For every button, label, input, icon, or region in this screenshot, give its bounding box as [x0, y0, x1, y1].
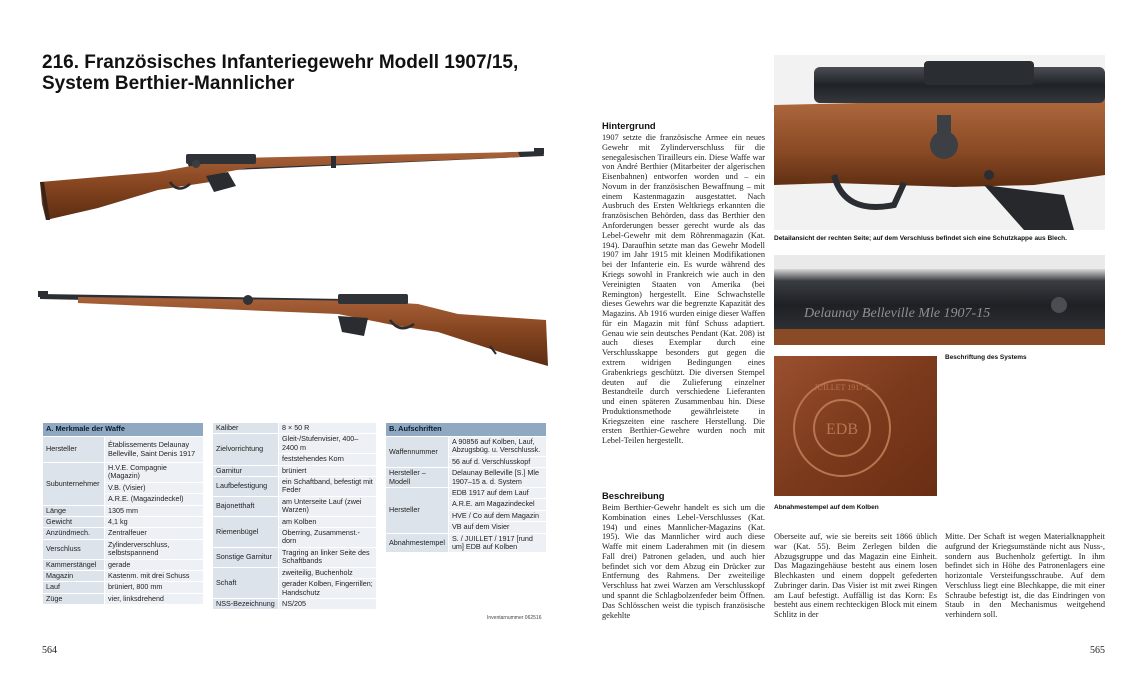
- table-row: Hersteller Établissements Delaunay Belleville, Saint Denis 1917: [43, 437, 204, 463]
- table-row: V.B. (Visier): [43, 482, 204, 493]
- table-row: Lauf brüniert, 800 mm: [43, 582, 204, 593]
- text-hintergrund: 1907 setzte die französische Armee ein neues Gewehr mit Zylinderverschluss für die senegalesischen Tirailleurs ein. Diese Waffe war von André Berthier (Mitarbeiter der algerischen Eisenbahnen) entworfen worden und – ein Novum in der französischen Bewaffnung – mit einem Kastenmagazin ausgestattet. Nach Ausbruch des Ersten Weltkriegs erkannten die französischen Behörden, dass das Berthier den Anforderungen besser gerecht wurde als das Lebel-Gewehr mit dem Röhrenmagazin (Kat. 194). Daraufhin setzte man das Gewehr Modell 1907 im Jahr 1915 mit kleinen Modifikationen bei der Infanterie ein. Es wurde während des Kriegs sowohl in Frankreich wie auch in den Vereinigten Staaten von Amerika (bei Remington) hergestellt. Eine Schwachstelle dieses Gewehrs war die begrenzte Kapazität des Magazins. Ab 1916 wurden einige dieser Waffen für ein Magazin mit fünf Schuss adaptiert. Genau wie sein deutsches Pendant (Kat. 208) ist auch dieses Exemplar durch eine Verschlusskappe besonders gut gegen die extrem widrigen Bedingungen eines Grabenkriegs geschützt. Die diversen Stempel deuten auf die Zulieferung einzelner Bestandteile durch verschiedene Lieferanten und einen späteren Zusammenbau hin. Diese Produktionsmethode gewährleistete in Kriegszeiten eine raschere Herstellung. Die ersten Berthier-Gewehre wurden noch mit Lebel-Teilen hergestellt.: [602, 133, 765, 446]
- table-row: Anzündmech. Zentralfeuer: [43, 528, 204, 539]
- table-inscriptions-heading: B. Aufschriften: [386, 423, 547, 437]
- text-beschreibung-col1: Beim Berthier-Gewehr handelt es sich um die Kombination eines Lebel-Verschlusses (Kat. 194) und eines Mannlicher-Magazins (Kat. 195). Wie das Mannlicher wird auch diese Waffe mit einem Laderahmen mit (in diesem Fall drei) Patronen geladen, und auch hier befindet sich vor dem Abzug ein Drücker zur Entfernung des Rahmens. Der zweiteilige Verschluss hat zwei Warzen am Verschlusskopf und spannt die Schlagbolzenfeder beim Öffnen. Das Schlösschen weist die typisch französische gekehlte: [602, 503, 765, 620]
- table-row: VB auf dem Visier: [386, 522, 547, 533]
- table-row: Garnitur brüniert: [213, 465, 377, 476]
- table-row: Sonstige Garnitur Tragring an linker Seite des Schaftbands: [213, 547, 377, 567]
- table-row: Abnahmestempel S. / JUILLET / 1917 [rund um] EDB auf Kolben: [386, 533, 547, 553]
- photo-system-marking: [774, 255, 1105, 345]
- page-title: 216. Französisches Infanteriegewehr Modell 1907/15, System Berthier-Mannlicher: [42, 52, 519, 94]
- table-row: Kaliber 8 × 50 R: [213, 423, 377, 434]
- receiver-marking: Delaunay Belleville Mle 1907-15: [804, 306, 991, 321]
- text-beschreibung-col3: Mitte. Der Schaft ist wegen Materialknappheit aufgrund der Kriegsumstände nicht aus Nuss-, sondern aus Buchenholz gefertigt. In ihm befindet sich in Höhe des Patronenlagers eine horizontale Versteifungsschraube. Auf dem Verschluss liegt eine Blechkappe, die mit einer Schraube befestigt ist, die das Eindringen von Staub in den Mechanismus weitgehend verhindern soll.: [945, 532, 1105, 620]
- table-row: Schaft zweiteilig, Buchenholz: [213, 567, 377, 578]
- caption-breech-detail: Detailansicht der rechten Seite; auf dem Verschluss befindet sich eine Schutzkappe aus Blech.: [774, 235, 1067, 242]
- table-features-heading: A. Merkmale der Waffe: [43, 423, 204, 437]
- stamp-center-text: EDB: [826, 421, 858, 438]
- receiver-illustration: [774, 255, 1105, 345]
- table-row: A.R.E. (Magazindeckel): [43, 494, 204, 505]
- table-row: Waffennummer A 90856 auf Kolben, Lauf, Abzugsbüg. u. Verschlussk.: [386, 437, 547, 457]
- table-row: NSS-Bezeichnung NS/205: [213, 598, 377, 609]
- table-row: Zielvorrichtung Gleit-/Stufenvisier, 400–2400 m: [213, 434, 377, 454]
- stamp-illustration: [774, 356, 937, 496]
- photo-breech-detail: [774, 55, 1105, 230]
- table-features: [42, 422, 204, 605]
- table-row: A.R.E. am Magazindeckel: [386, 499, 547, 510]
- table-row: Gewicht 4,1 kg: [43, 517, 204, 528]
- table-row: Subunternehmer H.V.E. Compagnie (Magazin): [43, 463, 204, 483]
- table-row: Hersteller EDB 1917 auf dem Lauf: [386, 488, 547, 499]
- table-row: 56 auf d. Verschlusskopf: [386, 456, 547, 467]
- table-row: Riemenbügel am Kolben: [213, 516, 377, 527]
- heading-beschreibung: Beschreibung: [602, 490, 665, 501]
- caption-system-marking: Beschriftung des Systems: [945, 354, 1027, 361]
- rifle-right-side-image: [38, 142, 550, 232]
- stamp-ring-text: JUILLET 1917 S: [814, 383, 870, 392]
- text-beschreibung-col2: Oberseite auf, wie sie bereits seit 1866 üblich war (Kat. 55). Beim Zerlegen bilden die Abzugsgruppe und das Magazin eine Einheit. Das Magazingehäuse besteht aus einem losen Blechkasten und einem doppelt gefederten Zubringer darin. Das Visier ist mit zwei Ringen am Lauf befestigt. Auffällig ist das Korn: Es besteht aus einem rechteckigen Block mit einem Schlitz in der: [774, 532, 937, 620]
- table-row: Bajonetthaft am Unterseite Lauf (zwei Warzen): [213, 496, 377, 516]
- heading-hintergrund: Hintergrund: [602, 120, 656, 131]
- table-row: Magazin Kastenm. mit drei Schuss: [43, 571, 204, 582]
- table-row: HVE / Co auf dem Magazin: [386, 510, 547, 521]
- page-number-right: 565: [1090, 645, 1105, 656]
- page-number-left: 564: [42, 645, 57, 656]
- breech-illustration: [774, 55, 1105, 230]
- table-row: Hersteller – Modell Delaunay Belleville [S.] Mle 1907–15 a. d. System: [386, 468, 547, 488]
- table-row: Oberring, Zusammenst.-dorn: [213, 528, 377, 548]
- inventory-number: Inventarnummer 062516: [487, 615, 542, 621]
- table-details: [212, 422, 377, 610]
- table-row: feststehendes Korn: [213, 454, 377, 465]
- table-inscriptions: [385, 422, 547, 553]
- photo-acceptance-stamp: [774, 356, 937, 496]
- table-row: Laufbefestigung ein Schaftband, befestigt mit Feder: [213, 477, 377, 497]
- table-row: Länge 1305 mm: [43, 505, 204, 516]
- table-row: gerader Kolben, Fingerrillen; Handschutz: [213, 579, 377, 599]
- table-row: Kammerstängel gerade: [43, 559, 204, 570]
- table-row: Verschluss Zylinderverschluss, selbstspannend: [43, 539, 204, 559]
- rifle-left-side-image: [38, 280, 550, 370]
- table-row: Züge vier, linksdrehend: [43, 593, 204, 604]
- caption-acceptance-stamp: Abnahmestempel auf dem Kolben: [774, 504, 879, 511]
